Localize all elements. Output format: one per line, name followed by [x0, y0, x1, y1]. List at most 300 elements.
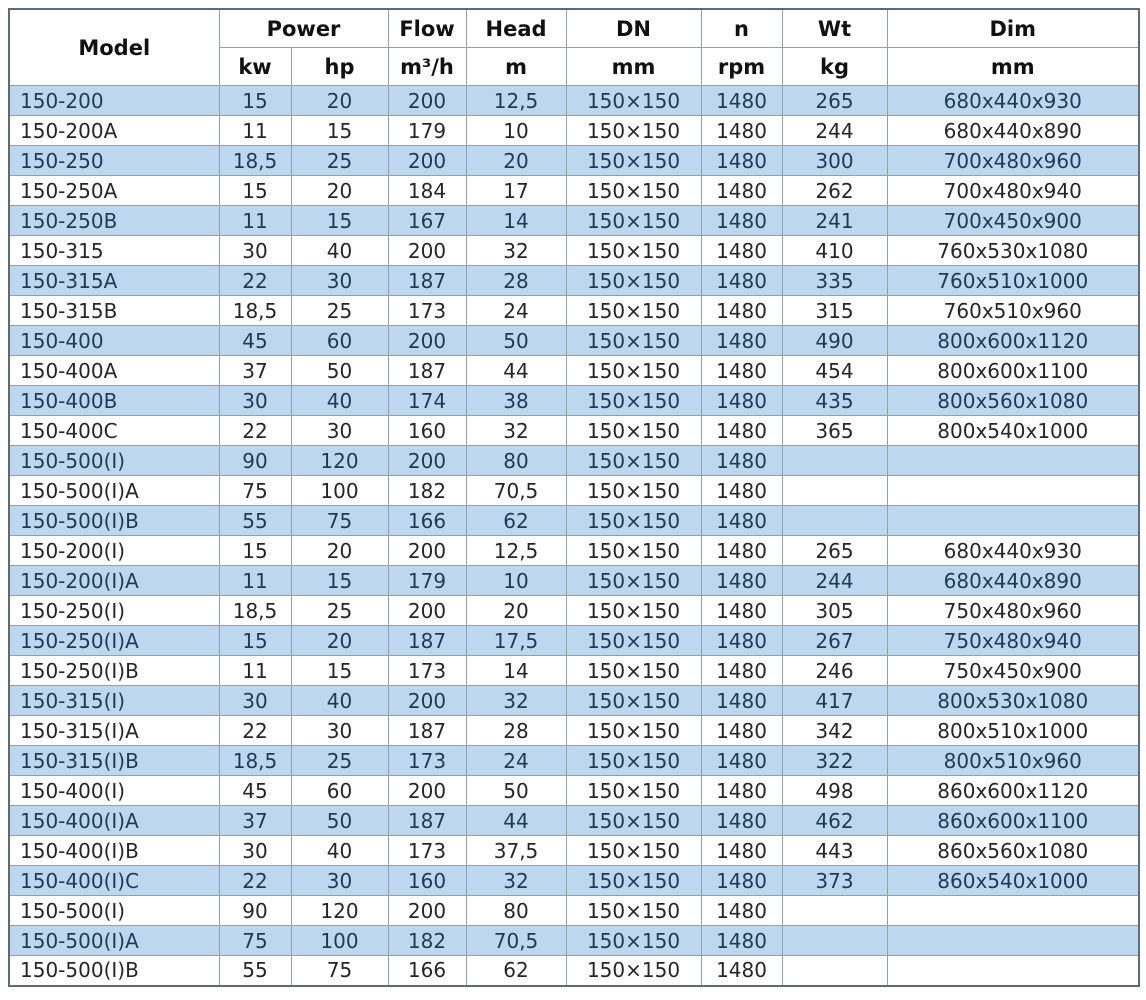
- dn-cell: 150×150: [566, 86, 701, 116]
- table-row: [9, 206, 1139, 236]
- dn-cell: 150×150: [566, 116, 701, 146]
- n-cell: 1480: [701, 866, 782, 896]
- flow-cell: 200: [388, 326, 466, 356]
- hp-cell: 20: [291, 626, 388, 656]
- wt-cell: 498: [782, 776, 887, 806]
- n-cell: 1480: [701, 386, 782, 416]
- dn-cell: 150×150: [566, 836, 701, 866]
- n-cell: 1480: [701, 236, 782, 266]
- hp-cell: 30: [291, 266, 388, 296]
- flow-cell: 187: [388, 716, 466, 746]
- dim-cell: [887, 926, 1139, 956]
- dim-cell: 760x510x1000: [887, 266, 1139, 296]
- kw-cell: 22: [219, 416, 291, 446]
- model-cell: 150-250: [9, 146, 219, 176]
- model-cell: 150-315: [9, 236, 219, 266]
- wt-cell: 322: [782, 746, 887, 776]
- n-cell: 1480: [701, 626, 782, 656]
- column-header-model: Model: [9, 9, 219, 86]
- wt-cell: [782, 446, 887, 476]
- table-header: [9, 9, 1139, 86]
- head-cell: 50: [466, 326, 566, 356]
- kw-cell: 18,5: [219, 746, 291, 776]
- n-cell: 1480: [701, 566, 782, 596]
- kw-cell: 11: [219, 206, 291, 236]
- kw-cell: 55: [219, 956, 291, 986]
- kw-cell: 15: [219, 626, 291, 656]
- flow-cell: 187: [388, 806, 466, 836]
- n-cell: 1480: [701, 86, 782, 116]
- hp-cell: 100: [291, 926, 388, 956]
- n-cell: 1480: [701, 806, 782, 836]
- wt-cell: 365: [782, 416, 887, 446]
- unit-header-dim: mm: [887, 48, 1139, 86]
- table-row: [9, 926, 1139, 956]
- table-row: [9, 776, 1139, 806]
- dn-cell: 150×150: [566, 956, 701, 986]
- model-cell: 150-200A: [9, 116, 219, 146]
- hp-cell: 40: [291, 386, 388, 416]
- dim-cell: 800x510x960: [887, 746, 1139, 776]
- column-header-wt: Wt: [782, 9, 887, 48]
- hp-cell: 30: [291, 716, 388, 746]
- flow-cell: 179: [388, 566, 466, 596]
- flow-cell: 167: [388, 206, 466, 236]
- dn-cell: 150×150: [566, 626, 701, 656]
- head-cell: 44: [466, 806, 566, 836]
- model-cell: 150-250(I)A: [9, 626, 219, 656]
- hp-cell: 50: [291, 806, 388, 836]
- model-cell: 150-400(I): [9, 776, 219, 806]
- hp-cell: 40: [291, 686, 388, 716]
- dn-cell: 150×150: [566, 566, 701, 596]
- model-cell: 150-400A: [9, 356, 219, 386]
- model-cell: 150-400B: [9, 386, 219, 416]
- head-cell: 44: [466, 356, 566, 386]
- model-cell: 150-315B: [9, 296, 219, 326]
- wt-cell: 300: [782, 146, 887, 176]
- kw-cell: 22: [219, 866, 291, 896]
- model-cell: 150-200: [9, 86, 219, 116]
- header-row-labels: [9, 9, 1139, 48]
- table-row: [9, 566, 1139, 596]
- table-row: [9, 536, 1139, 566]
- dim-cell: [887, 476, 1139, 506]
- table-body: [9, 86, 1139, 986]
- dn-cell: 150×150: [566, 266, 701, 296]
- dim-cell: 760x510x960: [887, 296, 1139, 326]
- flow-cell: 187: [388, 356, 466, 386]
- flow-cell: 166: [388, 506, 466, 536]
- hp-cell: 20: [291, 176, 388, 206]
- unit-header-kw: kw: [219, 48, 291, 86]
- n-cell: 1480: [701, 656, 782, 686]
- model-cell: 150-500(I)B: [9, 506, 219, 536]
- dn-cell: 150×150: [566, 506, 701, 536]
- flow-cell: 200: [388, 536, 466, 566]
- table-row: [9, 176, 1139, 206]
- n-cell: 1480: [701, 356, 782, 386]
- wt-cell: 443: [782, 836, 887, 866]
- n-cell: 1480: [701, 776, 782, 806]
- wt-cell: 244: [782, 116, 887, 146]
- dim-cell: 760x530x1080: [887, 236, 1139, 266]
- kw-cell: 11: [219, 116, 291, 146]
- table-row: [9, 446, 1139, 476]
- wt-cell: [782, 506, 887, 536]
- n-cell: 1480: [701, 296, 782, 326]
- dim-cell: 800x510x1000: [887, 716, 1139, 746]
- kw-cell: 45: [219, 326, 291, 356]
- head-cell: 80: [466, 896, 566, 926]
- model-cell: 150-400(I)A: [9, 806, 219, 836]
- head-cell: 32: [466, 866, 566, 896]
- kw-cell: 18,5: [219, 296, 291, 326]
- dn-cell: 150×150: [566, 926, 701, 956]
- dim-cell: 860x560x1080: [887, 836, 1139, 866]
- kw-cell: 30: [219, 836, 291, 866]
- dim-cell: 680x440x930: [887, 536, 1139, 566]
- hp-cell: 30: [291, 866, 388, 896]
- wt-cell: 244: [782, 566, 887, 596]
- n-cell: 1480: [701, 116, 782, 146]
- model-cell: 150-250(I)B: [9, 656, 219, 686]
- hp-cell: 40: [291, 236, 388, 266]
- column-header-n: n: [701, 9, 782, 48]
- n-cell: 1480: [701, 926, 782, 956]
- head-cell: 20: [466, 596, 566, 626]
- table-row: [9, 266, 1139, 296]
- kw-cell: 45: [219, 776, 291, 806]
- table-row: [9, 596, 1139, 626]
- flow-cell: 182: [388, 926, 466, 956]
- dn-cell: 150×150: [566, 596, 701, 626]
- wt-cell: 246: [782, 656, 887, 686]
- hp-cell: 120: [291, 446, 388, 476]
- n-cell: 1480: [701, 206, 782, 236]
- head-cell: 50: [466, 776, 566, 806]
- model-cell: 150-500(I): [9, 896, 219, 926]
- dn-cell: 150×150: [566, 776, 701, 806]
- dim-cell: [887, 956, 1139, 986]
- table-row: [9, 386, 1139, 416]
- flow-cell: 160: [388, 416, 466, 446]
- wt-cell: 462: [782, 806, 887, 836]
- table-row: [9, 326, 1139, 356]
- wt-cell: 490: [782, 326, 887, 356]
- head-cell: 28: [466, 716, 566, 746]
- wt-cell: [782, 476, 887, 506]
- column-header-power: Power: [219, 9, 388, 48]
- table-row: [9, 716, 1139, 746]
- head-cell: 38: [466, 386, 566, 416]
- dim-cell: 700x480x960: [887, 146, 1139, 176]
- column-header-head: Head: [466, 9, 566, 48]
- head-cell: 70,5: [466, 476, 566, 506]
- dn-cell: 150×150: [566, 866, 701, 896]
- flow-cell: 200: [388, 596, 466, 626]
- flow-cell: 187: [388, 266, 466, 296]
- flow-cell: 184: [388, 176, 466, 206]
- dim-cell: 860x540x1000: [887, 866, 1139, 896]
- head-cell: 28: [466, 266, 566, 296]
- wt-cell: 417: [782, 686, 887, 716]
- dim-cell: 700x480x940: [887, 176, 1139, 206]
- n-cell: 1480: [701, 146, 782, 176]
- head-cell: 24: [466, 746, 566, 776]
- n-cell: 1480: [701, 326, 782, 356]
- wt-cell: [782, 926, 887, 956]
- table-row: [9, 746, 1139, 776]
- wt-cell: 342: [782, 716, 887, 746]
- model-cell: 150-315(I)A: [9, 716, 219, 746]
- head-cell: 10: [466, 566, 566, 596]
- hp-cell: 120: [291, 896, 388, 926]
- model-cell: 150-250B: [9, 206, 219, 236]
- dn-cell: 150×150: [566, 686, 701, 716]
- flow-cell: 200: [388, 776, 466, 806]
- table-row: [9, 146, 1139, 176]
- head-cell: 32: [466, 686, 566, 716]
- wt-cell: 267: [782, 626, 887, 656]
- unit-header-dn: mm: [566, 48, 701, 86]
- model-cell: 150-500(I)A: [9, 926, 219, 956]
- wt-cell: 335: [782, 266, 887, 296]
- column-header-dn: DN: [566, 9, 701, 48]
- flow-cell: 200: [388, 686, 466, 716]
- dn-cell: 150×150: [566, 446, 701, 476]
- kw-cell: 15: [219, 176, 291, 206]
- flow-cell: 179: [388, 116, 466, 146]
- hp-cell: 15: [291, 656, 388, 686]
- flow-cell: 200: [388, 446, 466, 476]
- dim-cell: [887, 896, 1139, 926]
- dn-cell: 150×150: [566, 476, 701, 506]
- hp-cell: 15: [291, 116, 388, 146]
- model-cell: 150-400(I)B: [9, 836, 219, 866]
- hp-cell: 15: [291, 206, 388, 236]
- column-header-flow: Flow: [388, 9, 466, 48]
- wt-cell: 265: [782, 86, 887, 116]
- kw-cell: 90: [219, 446, 291, 476]
- model-cell: 150-315(I)B: [9, 746, 219, 776]
- dim-cell: 680x440x930: [887, 86, 1139, 116]
- hp-cell: 15: [291, 566, 388, 596]
- wt-cell: 315: [782, 296, 887, 326]
- dn-cell: 150×150: [566, 416, 701, 446]
- dim-cell: 800x530x1080: [887, 686, 1139, 716]
- hp-cell: 60: [291, 326, 388, 356]
- n-cell: 1480: [701, 176, 782, 206]
- n-cell: 1480: [701, 476, 782, 506]
- hp-cell: 25: [291, 296, 388, 326]
- kw-cell: 11: [219, 656, 291, 686]
- model-cell: 150-500(I): [9, 446, 219, 476]
- kw-cell: 75: [219, 476, 291, 506]
- n-cell: 1480: [701, 536, 782, 566]
- table-row: [9, 686, 1139, 716]
- hp-cell: 25: [291, 146, 388, 176]
- flow-cell: 173: [388, 656, 466, 686]
- wt-cell: 262: [782, 176, 887, 206]
- dn-cell: 150×150: [566, 326, 701, 356]
- table-row: [9, 836, 1139, 866]
- kw-cell: 15: [219, 536, 291, 566]
- dn-cell: 150×150: [566, 656, 701, 686]
- flow-cell: 173: [388, 746, 466, 776]
- dim-cell: 750x450x900: [887, 656, 1139, 686]
- n-cell: 1480: [701, 596, 782, 626]
- wt-cell: 305: [782, 596, 887, 626]
- kw-cell: 15: [219, 86, 291, 116]
- dn-cell: 150×150: [566, 296, 701, 326]
- kw-cell: 75: [219, 926, 291, 956]
- dn-cell: 150×150: [566, 746, 701, 776]
- unit-header-n: rpm: [701, 48, 782, 86]
- kw-cell: 11: [219, 566, 291, 596]
- model-cell: 150-400: [9, 326, 219, 356]
- wt-cell: 454: [782, 356, 887, 386]
- n-cell: 1480: [701, 746, 782, 776]
- head-cell: 10: [466, 116, 566, 146]
- table-row: [9, 956, 1139, 986]
- wt-cell: 241: [782, 206, 887, 236]
- dn-cell: 150×150: [566, 206, 701, 236]
- kw-cell: 55: [219, 506, 291, 536]
- kw-cell: 30: [219, 686, 291, 716]
- model-cell: 150-315A: [9, 266, 219, 296]
- table-row: [9, 296, 1139, 326]
- dim-cell: [887, 446, 1139, 476]
- dim-cell: 800x540x1000: [887, 416, 1139, 446]
- model-cell: 150-250(I): [9, 596, 219, 626]
- n-cell: 1480: [701, 956, 782, 986]
- wt-cell: 373: [782, 866, 887, 896]
- model-cell: 150-400(I)C: [9, 866, 219, 896]
- hp-cell: 25: [291, 746, 388, 776]
- model-cell: 150-500(I)A: [9, 476, 219, 506]
- head-cell: 62: [466, 506, 566, 536]
- head-cell: 32: [466, 416, 566, 446]
- head-cell: 32: [466, 236, 566, 266]
- dn-cell: 150×150: [566, 806, 701, 836]
- kw-cell: 90: [219, 896, 291, 926]
- dim-cell: 700x450x900: [887, 206, 1139, 236]
- n-cell: 1480: [701, 416, 782, 446]
- table-row: [9, 806, 1139, 836]
- n-cell: 1480: [701, 716, 782, 746]
- dim-cell: 680x440x890: [887, 116, 1139, 146]
- table-row: [9, 506, 1139, 536]
- table-row: [9, 476, 1139, 506]
- table-row: [9, 116, 1139, 146]
- hp-cell: 75: [291, 956, 388, 986]
- table-row: [9, 656, 1139, 686]
- n-cell: 1480: [701, 836, 782, 866]
- head-cell: 14: [466, 206, 566, 236]
- dn-cell: 150×150: [566, 896, 701, 926]
- head-cell: 12,5: [466, 86, 566, 116]
- unit-header-wt: kg: [782, 48, 887, 86]
- dn-cell: 150×150: [566, 386, 701, 416]
- dn-cell: 150×150: [566, 236, 701, 266]
- flow-cell: 173: [388, 296, 466, 326]
- wt-cell: 265: [782, 536, 887, 566]
- head-cell: 24: [466, 296, 566, 326]
- n-cell: 1480: [701, 446, 782, 476]
- hp-cell: 100: [291, 476, 388, 506]
- unit-header-hp: hp: [291, 48, 388, 86]
- head-cell: 17: [466, 176, 566, 206]
- wt-cell: [782, 956, 887, 986]
- hp-cell: 20: [291, 86, 388, 116]
- dim-cell: 860x600x1120: [887, 776, 1139, 806]
- unit-header-head: m: [466, 48, 566, 86]
- wt-cell: 410: [782, 236, 887, 266]
- model-cell: 150-500(I)B: [9, 956, 219, 986]
- dim-cell: 800x600x1100: [887, 356, 1139, 386]
- hp-cell: 75: [291, 506, 388, 536]
- head-cell: 37,5: [466, 836, 566, 866]
- wt-cell: [782, 896, 887, 926]
- kw-cell: 22: [219, 266, 291, 296]
- n-cell: 1480: [701, 896, 782, 926]
- column-header-dim: Dim: [887, 9, 1139, 48]
- head-cell: 12,5: [466, 536, 566, 566]
- dim-cell: 750x480x940: [887, 626, 1139, 656]
- kw-cell: 30: [219, 386, 291, 416]
- hp-cell: 60: [291, 776, 388, 806]
- n-cell: 1480: [701, 266, 782, 296]
- model-cell: 150-200(I): [9, 536, 219, 566]
- hp-cell: 50: [291, 356, 388, 386]
- flow-cell: 200: [388, 86, 466, 116]
- table-row: [9, 626, 1139, 656]
- flow-cell: 166: [388, 956, 466, 986]
- kw-cell: 37: [219, 806, 291, 836]
- flow-cell: 187: [388, 626, 466, 656]
- kw-cell: 18,5: [219, 146, 291, 176]
- hp-cell: 25: [291, 596, 388, 626]
- n-cell: 1480: [701, 506, 782, 536]
- flow-cell: 174: [388, 386, 466, 416]
- model-cell: 150-400C: [9, 416, 219, 446]
- dn-cell: 150×150: [566, 176, 701, 206]
- flow-cell: 173: [388, 836, 466, 866]
- table-row: [9, 356, 1139, 386]
- head-cell: 14: [466, 656, 566, 686]
- kw-cell: 22: [219, 716, 291, 746]
- n-cell: 1480: [701, 686, 782, 716]
- model-cell: 150-315(I): [9, 686, 219, 716]
- kw-cell: 37: [219, 356, 291, 386]
- flow-cell: 200: [388, 896, 466, 926]
- head-cell: 80: [466, 446, 566, 476]
- pump-spec-table: [8, 8, 1140, 987]
- dim-cell: 800x560x1080: [887, 386, 1139, 416]
- unit-header-flow: m³/h: [388, 48, 466, 86]
- dn-cell: 150×150: [566, 716, 701, 746]
- head-cell: 62: [466, 956, 566, 986]
- dn-cell: 150×150: [566, 146, 701, 176]
- dn-cell: 150×150: [566, 356, 701, 386]
- kw-cell: 30: [219, 236, 291, 266]
- dim-cell: 680x440x890: [887, 566, 1139, 596]
- flow-cell: 182: [388, 476, 466, 506]
- hp-cell: 30: [291, 416, 388, 446]
- table-row: [9, 86, 1139, 116]
- head-cell: 70,5: [466, 926, 566, 956]
